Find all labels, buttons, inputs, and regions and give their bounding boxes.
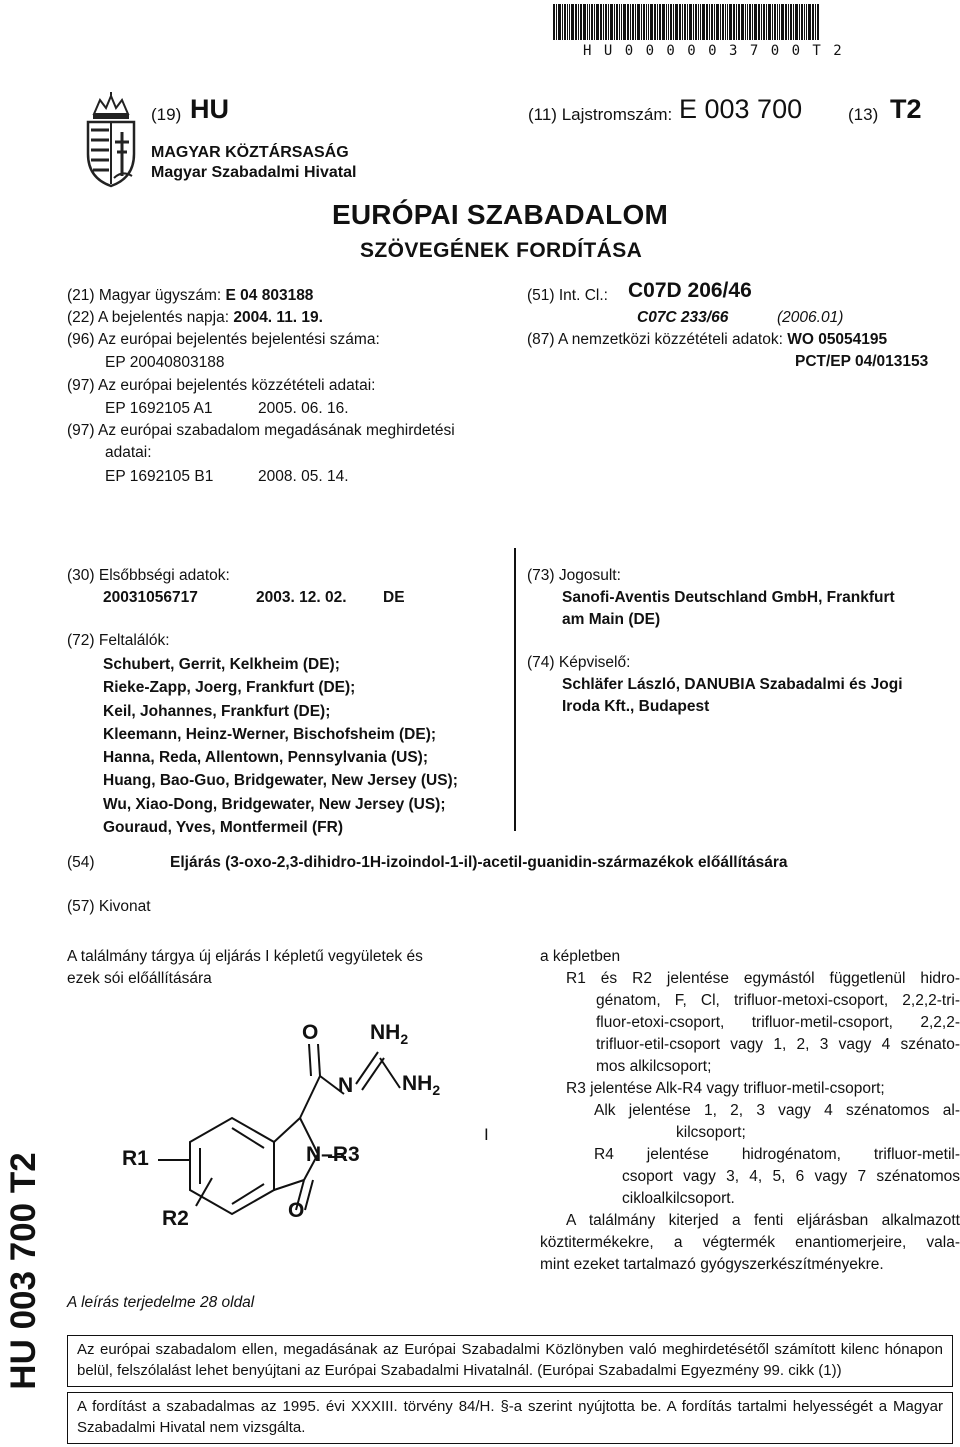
representative-line1: Schläfer László, DANUBIA Szabadalmi és Jogi xyxy=(562,676,903,693)
value-51b: C07C 233/66 xyxy=(637,309,729,326)
label-97b: (97) Az európai szabadalom megadásának meghirdetési xyxy=(67,422,455,439)
def-r4-line: R4 jelentése hidrogénatom, trifluor-metil- xyxy=(594,1146,960,1163)
label-51: (51) Int. Cl.: xyxy=(527,287,608,304)
formula-nh2-top xyxy=(370,1022,408,1050)
abstract-final-line: köztitermékekre, a végtermék enantiomerjeire, vala- xyxy=(540,1234,960,1251)
value-97b-number: EP 1692105 B1 xyxy=(105,468,214,485)
formula-nh-label: NH xyxy=(370,1021,401,1044)
code-11: (11) Lajstromszám: xyxy=(528,105,673,124)
def-r1-line: génatom, F, Cl, trifluor-metoxi-csoport, 2,2,2-tri- xyxy=(596,992,960,1009)
formula-o-top: O xyxy=(302,1021,319,1044)
representative-line2: Iroda Kft., Budapest xyxy=(562,698,710,715)
def-r3-line: R3 jelentése Alk-R4 vagy trifluor-metil-csoport; xyxy=(566,1080,885,1097)
document-title: EURÓPAI SZABADALOM xyxy=(332,199,668,230)
field-22 xyxy=(67,307,323,328)
formula-o-bottom: O xyxy=(288,1199,305,1222)
value-97a-number: EP 1692105 A1 xyxy=(105,400,213,417)
formula-sub-label: 2 xyxy=(432,1082,441,1099)
column-divider xyxy=(514,548,516,831)
value-96: EP 20040803188 xyxy=(105,354,225,371)
abstract-intro-2: ezek sói előállítására xyxy=(67,970,212,987)
code-13: (13) xyxy=(848,105,879,124)
value-21: E 04 803188 xyxy=(225,287,314,304)
def-r1-line: trifluor-etil-csoport vagy 1, 2, 3 vagy 4 szénato- xyxy=(596,1036,960,1053)
code-19: (19) xyxy=(151,105,182,124)
formula-mark: I xyxy=(484,1125,489,1144)
priority-number: 20031056717 xyxy=(103,589,198,606)
label-96: (96) Az európai bejelentés bejelentési száma: xyxy=(67,331,380,348)
abstract-final-line: A találmány kiterjed a fenti eljárásban alkalmazott xyxy=(566,1212,960,1229)
barcode xyxy=(553,4,953,42)
inventor: Wu, Xiao-Dong, Bridgewater, New Jersey (US); xyxy=(103,795,446,813)
priority-label: (30) Elsőbbségi adatok: xyxy=(67,567,230,584)
value-87: WO 05054195 xyxy=(787,331,888,348)
translation-notice: A fordítást a szabadalmas az 1995. évi XXXIII. törvény 84/H. §-a szerint nyújtotta be. A fordítás tartalmi helyességét a Magyar Szabadalmi Hivatal nem vizsgálta. xyxy=(67,1392,953,1444)
def-r1-line: fluor-etoxi-csoport, trifluor-metil-csoport, 2,2,2- xyxy=(596,1014,960,1031)
opposition-notice: Az európai szabadalom ellen, megadásának az Európai Szabadalmi Közlönyben való meghirdetésétől számított kilenc hónapon belül, felszólalást lehet benyújtani az Európai Szabadalmi Hivatalnál. (Európai Szabadalmi Egyezmény 99. cikk (1)) xyxy=(67,1335,953,1387)
inventor: Huang, Bao-Guo, Bridgewater, New Jersey (US); xyxy=(103,772,458,790)
formula-r1: R1 xyxy=(122,1147,149,1170)
inventor: Keil, Johannes, Frankfurt (DE); xyxy=(103,702,331,720)
value-97a-date: 2005. 06. 16. xyxy=(258,400,349,417)
value-87b: PCT/EP 04/013153 xyxy=(795,353,929,370)
invention-title: Eljárás (3-oxo-2,3-dihidro-1H-izoindol-1-il)-acetil-guanidin-származékok előállítására xyxy=(170,854,788,871)
label-21: (21) Magyar ügyszám: xyxy=(67,287,222,304)
representative-label: (74) Képviselő: xyxy=(527,654,631,671)
value-51b-date: (2006.01) xyxy=(777,309,844,326)
document-subtitle: SZÖVEGÉNEK FORDÍTÁSA xyxy=(360,239,643,262)
def-r1-line: R1 és R2 jelentése egymástól függetlenül hidro- xyxy=(566,970,960,987)
abstract-intro-1: A találmány tárgya új eljárás I képletű vegyületek és xyxy=(67,948,423,965)
abstract-definitions xyxy=(540,968,960,1276)
title-code: (54) xyxy=(67,854,95,871)
abstract-wherein: a képletben xyxy=(540,948,621,965)
inventor: Rieke-Zapp, Joerg, Frankfurt (DE); xyxy=(103,679,356,697)
proprietor-label: (73) Jogosult: xyxy=(527,567,621,584)
label-22: (22) A bejelentés napja: xyxy=(67,309,230,326)
formula-nh-label: NH xyxy=(402,1072,433,1095)
inventors-list xyxy=(103,653,458,839)
country-code: HU xyxy=(190,94,229,124)
label-97b-cont: adatai: xyxy=(105,444,152,461)
abstract-final-line: mint ezeket tartalmazó gyógyszerkészítményekre. xyxy=(540,1256,884,1273)
value-22: 2004. 11. 19. xyxy=(233,309,323,326)
coat-of-arms-icon xyxy=(80,92,142,188)
field-87 xyxy=(527,329,887,350)
proprietor-line2: am Main (DE) xyxy=(562,611,661,628)
def-r1-line: mos alkilcsoport; xyxy=(596,1058,712,1075)
office-subname: Magyar Szabadalmi Hivatal xyxy=(151,164,357,181)
inventors-label: (72) Feltalálók: xyxy=(67,632,170,649)
formula-sub-label: 2 xyxy=(400,1031,409,1048)
def-alk-line: Alk jelentése 1, 2, 3 vagy 4 szénatomos al- xyxy=(594,1102,960,1119)
value-51: C07D 206/46 xyxy=(628,279,752,302)
def-alk-line: kilcsoport; xyxy=(676,1124,746,1141)
barcode-text: H U 0 0 0 0 0 3 7 0 0 T 2 xyxy=(583,43,844,59)
formula-n-r3: N–R3 xyxy=(306,1143,360,1166)
inventor: Hanna, Reda, Allentown, Pennsylvania (US); xyxy=(103,749,428,767)
formula-r2: R2 xyxy=(162,1207,189,1230)
priority-date: 2003. 12. 02. xyxy=(256,589,347,606)
abstract-label: (57) Kivonat xyxy=(67,898,151,915)
formula-nh2-bottom xyxy=(402,1073,440,1101)
inventor: Kleemann, Heinz-Werner, Bischofsheim (DE); xyxy=(103,725,437,743)
proprietor-line1: Sanofi-Aventis Deutschland GmbH, Frankfurt xyxy=(562,589,895,606)
field-21 xyxy=(67,285,313,306)
label-87: (87) A nemzetközi közzétételi adatok: xyxy=(527,331,783,348)
kind-code: T2 xyxy=(890,94,922,124)
office-name: MAGYAR KÖZTÁRSASÁG xyxy=(151,144,349,161)
label-97a: (97) Az európai bejelentés közzétételi adatai: xyxy=(67,377,376,394)
formula-n-label: N xyxy=(338,1074,354,1097)
side-label: HU 003 700 T2 xyxy=(4,1152,43,1390)
priority-country: DE xyxy=(383,589,405,606)
inventor: Schubert, Gerrit, Kelkheim (DE); xyxy=(103,656,340,673)
def-r4-line: csoport vagy 3, 4, 5, 6 vagy 7 szénatomos xyxy=(622,1168,960,1185)
registration-number: E 003 700 xyxy=(679,94,803,124)
def-r4-line: cikloalkilcsoport. xyxy=(622,1190,735,1207)
value-97b-date: 2008. 05. 14. xyxy=(258,468,349,485)
inventor: Gouraud, Yves, Montfermeil (FR) xyxy=(103,819,344,837)
scope-note: A leírás terjedelme 28 oldal xyxy=(67,1294,255,1311)
